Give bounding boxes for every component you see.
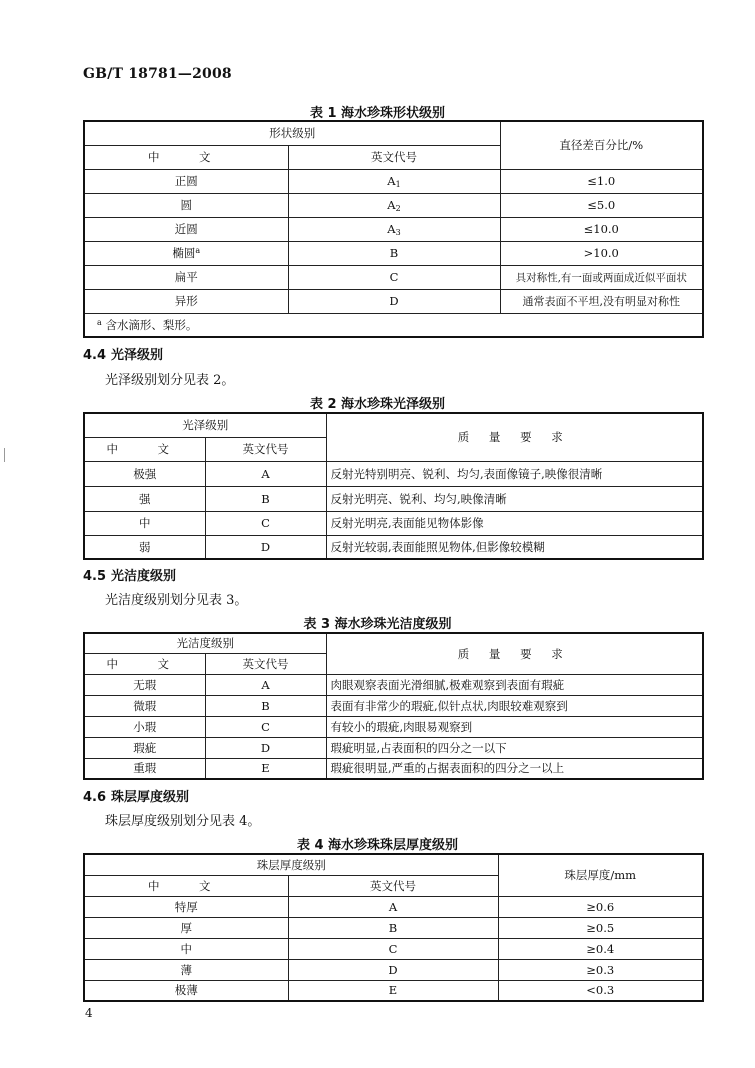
cell-en: C [205, 511, 326, 535]
cell-value: >10.0 [500, 241, 703, 265]
table4 [83, 853, 704, 1002]
cell-en-sub: 3 [395, 227, 401, 237]
table1-col-cn: 中 文 [84, 145, 288, 169]
table4-col-cn: 中 文 [84, 875, 288, 896]
cell-en-sub: 1 [395, 179, 401, 189]
cell-cn: 重瑕 [84, 758, 205, 779]
cell-en: A [205, 461, 326, 486]
table3-col-en: 英文代号 [205, 653, 326, 674]
cell-en: B [205, 486, 326, 511]
table4-col-value: 珠层厚度/mm [498, 854, 703, 896]
cell-value: 表面有非常少的瑕疵,似针点状,肉眼较难观察到 [326, 695, 703, 716]
section-4-4-text: 光泽级别划分见表 2。 [105, 373, 235, 388]
table1-group-header: 形状级别 [84, 121, 500, 145]
section-4-6-heading [83, 786, 189, 805]
section-title: 光洁度级别 [111, 569, 177, 584]
cell-value: ≥0.6 [498, 896, 703, 917]
cell-cn: 圆 [84, 193, 288, 217]
table-row [84, 535, 703, 559]
section-number: 4.6 [83, 790, 107, 805]
table4-col-en: 英文代号 [288, 875, 498, 896]
cell-value: ≤5.0 [500, 193, 703, 217]
cell-cn [84, 241, 288, 265]
table-row [84, 695, 703, 716]
cell-en: D [205, 535, 326, 559]
section-4-5-heading [83, 565, 176, 584]
table-row [84, 674, 703, 695]
cell-cn: 微瑕 [84, 695, 205, 716]
table-row [84, 486, 703, 511]
table2-col-cn: 中 文 [84, 437, 205, 461]
table3 [83, 632, 704, 780]
table4-group-header: 珠层厚度级别 [84, 854, 498, 875]
cell-cn: 无瑕 [84, 674, 205, 695]
cell-value: 瑕疵很明显,严重的占据表面积的四分之一以上 [326, 758, 703, 779]
cell-cn: 厚 [84, 917, 288, 938]
table4-caption: 表 4 海水珍珠珠层厚度级别 [296, 838, 459, 853]
cell-en: D [288, 959, 498, 980]
table2-col-value: 质 量 要 求 [326, 413, 703, 461]
table3-group-header: 光洁度级别 [84, 633, 326, 653]
table-footnote-row [84, 313, 703, 337]
section-4-5-text: 光洁度级别划分见表 3。 [105, 593, 248, 608]
section-title: 珠层厚度级别 [111, 790, 190, 805]
cell-en: C [288, 265, 500, 289]
cell-cn: 特厚 [84, 896, 288, 917]
cell-cn: 薄 [84, 959, 288, 980]
table-row [84, 938, 703, 959]
table-row [84, 716, 703, 737]
section-number: 4.5 [83, 569, 107, 584]
cell-value: ≥0.5 [498, 917, 703, 938]
table-row [84, 193, 703, 217]
cell-en: C [205, 716, 326, 737]
cell-cn: 强 [84, 486, 205, 511]
table2-col-en: 英文代号 [205, 437, 326, 461]
section-title: 光泽级别 [111, 348, 164, 363]
cell-en: B [288, 241, 500, 265]
cell-value: ≤1.0 [500, 169, 703, 193]
table3-col-cn: 中 文 [84, 653, 205, 674]
cell-cn: 弱 [84, 535, 205, 559]
cell-value: 肉眼观察表面光滑细腻,极难观察到表面有瑕疵 [326, 674, 703, 695]
table-row [84, 217, 703, 241]
cell-cn: 中 [84, 511, 205, 535]
cell-en: E [205, 758, 326, 779]
table-row [84, 461, 703, 486]
cell-cn: 小瑕 [84, 716, 205, 737]
cell-cn: 异形 [84, 289, 288, 313]
cell-value: 反射光明亮、锐利、均匀,映像清晰 [326, 486, 703, 511]
table2-caption: 表 2 海水珍珠光泽级别 [309, 397, 446, 412]
cell-en: A [288, 896, 498, 917]
cell-en: B [288, 917, 498, 938]
cell-value: ≤10.0 [500, 217, 703, 241]
table1-col-value: 直径差百分比/% [500, 121, 703, 169]
table3-col-value: 质 量 要 求 [326, 633, 703, 674]
cell-value: 瑕疵明显,占表面积的四分之一以下 [326, 737, 703, 758]
table-row [84, 737, 703, 758]
cell-en-sub: 2 [395, 203, 401, 213]
table3-caption: 表 3 海水珍珠光洁度级别 [303, 617, 452, 632]
cell-en-letter: A [387, 197, 396, 212]
cell-en [288, 169, 500, 193]
table-row [84, 169, 703, 193]
section-number: 4.4 [83, 348, 107, 363]
table1-caption: 表 1 海水珍珠形状级别 [309, 106, 446, 121]
cell-cn: 中 [84, 938, 288, 959]
cell-value: ≥0.4 [498, 938, 703, 959]
table1 [83, 120, 704, 338]
cell-value: 有较小的瑕疵,肉眼易观察到 [326, 716, 703, 737]
cell-cn: 扁平 [84, 265, 288, 289]
margin-mark [4, 448, 5, 462]
table-row [84, 980, 703, 1001]
cell-en: C [288, 938, 498, 959]
cell-en: B [205, 695, 326, 716]
cell-en-letter: A [387, 173, 396, 188]
cell-value: 反射光明亮,表面能见物体影像 [326, 511, 703, 535]
cell-cn: 正圆 [84, 169, 288, 193]
cell-en-letter: A [387, 221, 396, 236]
cell-value: ≥0.3 [498, 959, 703, 980]
table-row [84, 241, 703, 265]
cell-value: 反射光较弱,表面能照见物体,但影像较模糊 [326, 535, 703, 559]
cell-en: D [205, 737, 326, 758]
cell-value: 具对称性,有一面或两面成近似平面状 [500, 265, 703, 289]
cell-cn: 近圆 [84, 217, 288, 241]
footnote-text: 含水滴形、梨形。 [105, 317, 198, 332]
cell-cn: 极强 [84, 461, 205, 486]
table-row [84, 758, 703, 779]
footnote-ref: a [195, 246, 201, 255]
table-row [84, 896, 703, 917]
footnote-mark: a [97, 317, 102, 327]
cell-en [288, 193, 500, 217]
page-number: 4 [85, 1006, 93, 1020]
cell-value: <0.3 [498, 980, 703, 1001]
table-row [84, 289, 703, 313]
cell-en: E [288, 980, 498, 1001]
table-row [84, 511, 703, 535]
table2 [83, 412, 704, 560]
section-4-4-heading [83, 344, 163, 363]
table1-footnote [84, 313, 703, 337]
cell-value: 反射光特别明亮、锐利、均匀,表面像镜子,映像很清晰 [326, 461, 703, 486]
cell-cn: 极薄 [84, 980, 288, 1001]
table1-col-en: 英文代号 [288, 145, 500, 169]
cell-en: D [288, 289, 500, 313]
cell-value: 通常表面不平坦,没有明显对称性 [500, 289, 703, 313]
cell-cn: 瑕疵 [84, 737, 205, 758]
document-id: GB/T 18781—2008 [83, 66, 232, 82]
cell-en [288, 217, 500, 241]
table-row [84, 917, 703, 938]
table2-group-header: 光泽级别 [84, 413, 326, 437]
table-row [84, 959, 703, 980]
cell-en: A [205, 674, 326, 695]
cell-cn-text: 椭圆 [172, 246, 196, 260]
section-4-6-text: 珠层厚度级别划分见表 4。 [105, 814, 261, 829]
table-row [84, 265, 703, 289]
